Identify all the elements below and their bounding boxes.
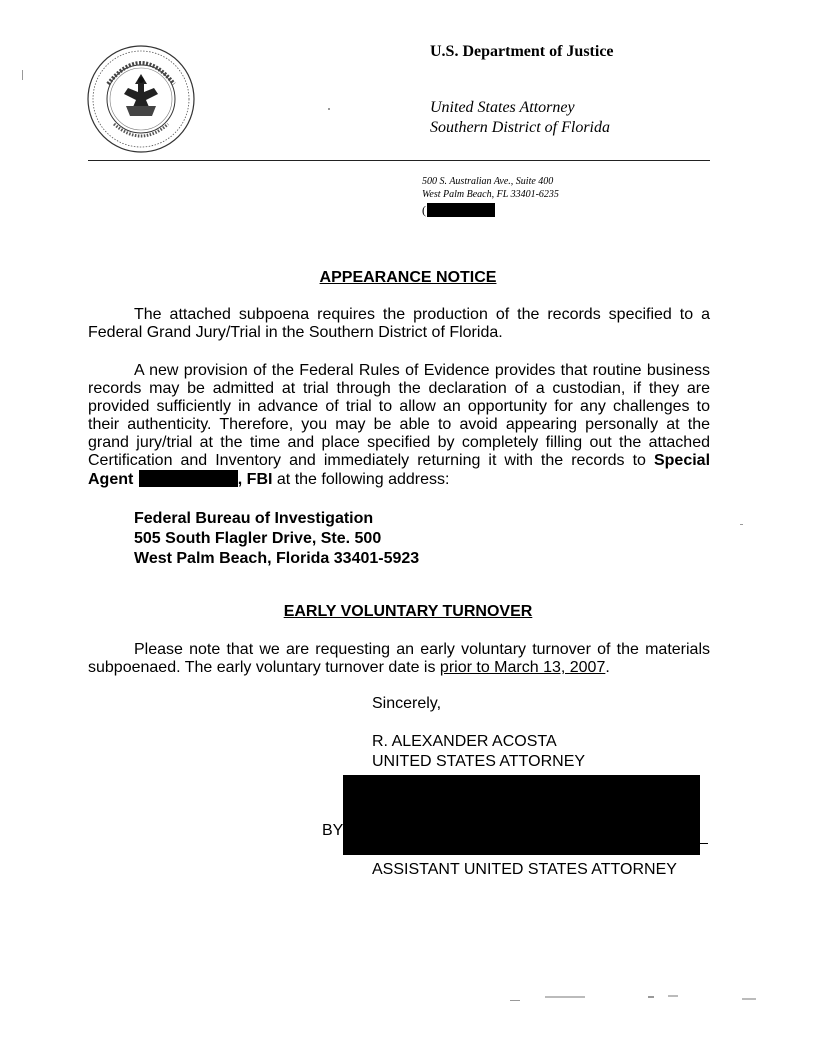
turnover-date: prior to March 13, 2007 bbox=[439, 659, 606, 676]
appearance-notice-heading: APPEARANCE NOTICE bbox=[319, 269, 497, 286]
scan-speck bbox=[545, 996, 585, 998]
scan-speck bbox=[740, 524, 743, 525]
redacted-phone bbox=[427, 203, 495, 217]
early-turnover-heading: EARLY VOLUNTARY TURNOVER bbox=[283, 603, 533, 620]
fbi-label: , FBI bbox=[237, 471, 273, 488]
office-name bbox=[430, 98, 610, 138]
scan-speck bbox=[22, 70, 23, 80]
appearance-paragraph-2 bbox=[88, 362, 710, 489]
scan-speck bbox=[328, 108, 330, 110]
paragraph-2-text bbox=[88, 362, 710, 489]
scan-speck bbox=[742, 998, 756, 1000]
phone-prefix: ( bbox=[422, 203, 426, 217]
address-line-1: 500 S. Australian Ave., Suite 400 bbox=[422, 176, 554, 187]
signer-block bbox=[372, 732, 585, 772]
fbi-address-block bbox=[134, 509, 419, 569]
paragraph-2-body: A new provision of the Federal Rules of Evidence provides that routine business records may be admitted at trial through the declaration of a custodian, if they are provided sufficiently in advance of trial to allow an opportunity for any challenges to their authenticity. Therefore, you may be able to avoid appearing personally at the grand jury/trial at the time and place specified by completely filling out the attached Certification and Inventory and immediately returning it with the records to bbox=[88, 362, 710, 469]
turnover-paragraph bbox=[88, 641, 710, 677]
fbi-address-line-3: West Palm Beach, Florida 33401-5923 bbox=[134, 550, 420, 567]
scan-speck bbox=[668, 995, 678, 997]
closing: Sincerely, bbox=[372, 695, 442, 712]
turnover-text bbox=[88, 641, 710, 677]
department-name: U.S. Department of Justice bbox=[430, 43, 614, 60]
us-attorney-title: UNITED STATES ATTORNEY bbox=[372, 753, 586, 770]
by-label: BY bbox=[322, 822, 344, 839]
redacted-agent-name-2 bbox=[150, 470, 238, 487]
fbi-address-line-1: Federal Bureau of Investigation bbox=[134, 510, 374, 527]
paragraph-2-end: at the following address: bbox=[272, 471, 450, 488]
office-address bbox=[422, 175, 559, 201]
ausa-title: ASSISTANT UNITED STATES ATTORNEY bbox=[372, 861, 677, 878]
appearance-paragraph-1 bbox=[88, 306, 710, 342]
office-line-2: Southern District of Florida bbox=[430, 119, 610, 136]
signature-line-end bbox=[700, 843, 708, 844]
office-line-1: United States Attorney bbox=[430, 99, 575, 116]
address-line-2: West Palm Beach, FL 33401-6235 bbox=[422, 189, 559, 200]
fbi-address-line-2: 505 South Flagler Drive, Ste. 500 bbox=[134, 530, 382, 547]
paragraph-1-text: The attached subpoena requires the production of the records specified to a Federal Grand Jury/Trial in the Southern District of Florida. bbox=[88, 306, 710, 341]
scan-speck bbox=[648, 996, 654, 998]
turnover-text-start: Please note that we are requesting an early voluntary turnover of the materials subpoenaed. The early voluntary turnover date is bbox=[88, 641, 710, 676]
special-agent-label: Special Agent bbox=[88, 452, 711, 488]
scan-speck bbox=[510, 1000, 520, 1001]
turnover-text-end: . bbox=[605, 659, 610, 676]
doj-seal-logo bbox=[86, 44, 196, 154]
redacted-signature bbox=[343, 775, 700, 855]
letterhead-divider bbox=[88, 160, 710, 161]
us-attorney-name: R. ALEXANDER ACOSTA bbox=[372, 733, 557, 750]
